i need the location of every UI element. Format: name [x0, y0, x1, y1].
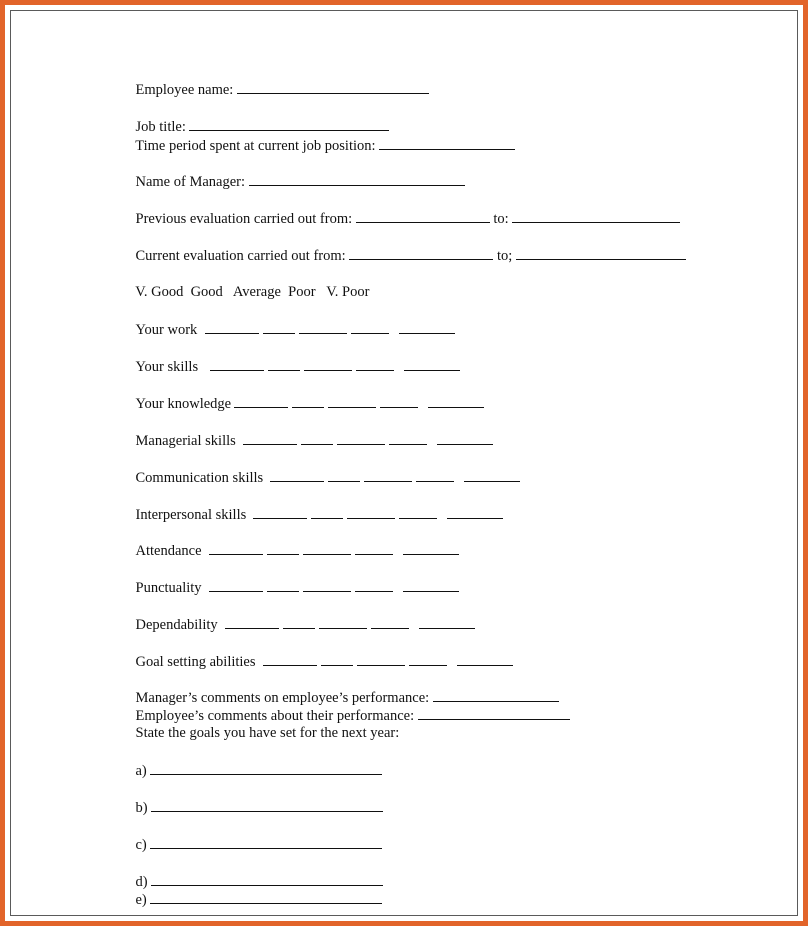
previous-eval-to-label: to: — [493, 211, 509, 227]
rating-label: Attendance — [135, 543, 202, 559]
rating-v-poor-field[interactable] — [447, 505, 503, 519]
rating-label: Dependability — [135, 617, 218, 633]
rating-average-field[interactable] — [303, 541, 351, 555]
goal-marker: b) — [135, 800, 148, 816]
rating-label: Communication skills — [135, 470, 264, 486]
previous-eval-to-field[interactable] — [512, 209, 680, 223]
goal-marker: d) — [135, 874, 148, 890]
rating-good-field[interactable] — [268, 357, 300, 371]
rating-average-field[interactable] — [303, 578, 351, 592]
rating-average-field[interactable] — [304, 357, 352, 371]
rating-v-good-field[interactable] — [234, 394, 288, 408]
goal-marker: e) — [135, 892, 147, 908]
rating-poor-field[interactable] — [389, 431, 427, 445]
manager-comments-label: Manager’s comments on employee’s performance: — [135, 690, 430, 706]
rating-average-field[interactable] — [364, 468, 412, 482]
rating-v-poor-field[interactable] — [404, 357, 460, 371]
previous-eval-from-field[interactable] — [356, 209, 490, 223]
rating-v-good-field[interactable] — [263, 652, 317, 666]
rating-v-good-field[interactable] — [270, 468, 324, 482]
rating-poor-field[interactable] — [371, 615, 409, 629]
rating-good-field[interactable] — [263, 320, 295, 334]
rating-v-poor-field[interactable] — [403, 578, 459, 592]
rating-average-field[interactable] — [319, 615, 367, 629]
rating-poor-field[interactable] — [380, 394, 418, 408]
rating-average-field[interactable] — [357, 652, 405, 666]
rating-label: Managerial skills — [135, 433, 236, 449]
rating-v-good-field[interactable] — [209, 578, 263, 592]
rating-good-field[interactable] — [311, 505, 343, 519]
scale-good: Good — [190, 284, 223, 300]
scale-poor: Poor — [288, 284, 316, 300]
rating-v-good-field[interactable] — [205, 320, 259, 334]
rating-v-poor-field[interactable] — [403, 541, 459, 555]
employee-comments-field[interactable] — [418, 706, 570, 720]
rating-v-poor-field[interactable] — [464, 468, 520, 482]
current-eval-to-field[interactable] — [516, 246, 686, 260]
rating-label: Interpersonal skills — [135, 507, 247, 523]
time-period-label: Time period spent at current job position: — [135, 138, 376, 154]
rating-good-field[interactable] — [321, 652, 353, 666]
rating-label: Your knowledge — [135, 396, 232, 412]
rating-v-poor-field[interactable] — [428, 394, 484, 408]
rating-v-good-field[interactable] — [209, 541, 263, 555]
rating-label: Punctuality — [135, 580, 202, 596]
rating-poor-field[interactable] — [355, 541, 393, 555]
manager-name-label: Name of Manager: — [135, 174, 246, 190]
rating-average-field[interactable] — [328, 394, 376, 408]
rating-label: Your skills — [135, 359, 199, 375]
rating-average-field[interactable] — [347, 505, 395, 519]
scale-average: Average — [232, 284, 281, 300]
rating-v-good-field[interactable] — [243, 431, 297, 445]
rating-label: Your work — [135, 322, 198, 338]
job-title-label: Job title: — [135, 119, 186, 135]
goal-marker: a) — [135, 763, 147, 779]
rating-poor-field[interactable] — [351, 320, 389, 334]
rating-good-field[interactable] — [283, 615, 315, 629]
rating-good-field[interactable] — [301, 431, 333, 445]
rating-poor-field[interactable] — [355, 578, 393, 592]
rating-good-field[interactable] — [292, 394, 324, 408]
rating-good-field[interactable] — [267, 541, 299, 555]
rating-poor-field[interactable] — [409, 652, 447, 666]
goal-marker: c) — [135, 837, 147, 853]
scale-v-good: V. Good — [135, 284, 184, 300]
rating-v-poor-field[interactable] — [399, 320, 455, 334]
current-eval-to-label: to; — [496, 248, 513, 264]
current-eval-label: Current evaluation carried out from: — [135, 248, 346, 264]
employee-comments-label: Employee’s comments about their performance: — [135, 708, 415, 724]
rating-v-poor-field[interactable] — [419, 615, 475, 629]
goal-field[interactable] — [150, 761, 382, 775]
goal-field[interactable] — [150, 835, 382, 849]
goal-field[interactable] — [151, 798, 383, 812]
rating-good-field[interactable] — [267, 578, 299, 592]
manager-name-field[interactable] — [249, 172, 465, 186]
employee-name-field[interactable] — [237, 80, 429, 94]
rating-average-field[interactable] — [299, 320, 347, 334]
rating-poor-field[interactable] — [356, 357, 394, 371]
rating-poor-field[interactable] — [416, 468, 454, 482]
goals-heading: State the goals you have set for the next year: — [135, 725, 400, 741]
rating-v-good-field[interactable] — [253, 505, 307, 519]
rating-average-field[interactable] — [337, 431, 385, 445]
rating-v-poor-field[interactable] — [437, 431, 493, 445]
rating-v-good-field[interactable] — [210, 357, 264, 371]
scale-v-poor: V. Poor — [326, 284, 370, 300]
time-period-field[interactable] — [379, 136, 515, 150]
rating-v-good-field[interactable] — [225, 615, 279, 629]
rating-v-poor-field[interactable] — [457, 652, 513, 666]
previous-eval-label: Previous evaluation carried out from: — [135, 211, 353, 227]
rating-poor-field[interactable] — [399, 505, 437, 519]
current-eval-from-field[interactable] — [349, 246, 493, 260]
rating-label: Goal setting abilities — [135, 654, 256, 670]
goal-line — [121, 872, 382, 927]
rating-good-field[interactable] — [328, 468, 360, 482]
goal-field[interactable] — [150, 890, 382, 904]
employee-name-label: Employee name: — [135, 82, 234, 98]
